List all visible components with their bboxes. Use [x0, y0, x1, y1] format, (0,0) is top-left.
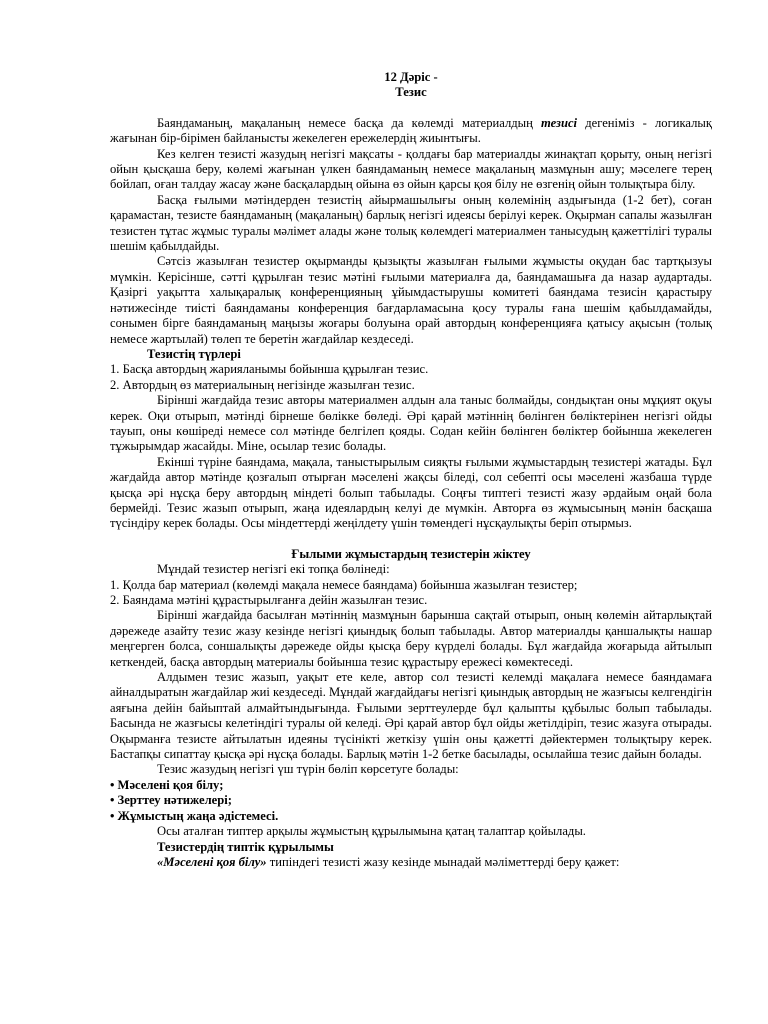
paragraph-three-types: Тезис жазудың негізгі үш түрін бөліп көрсетуге болады:: [157, 762, 459, 777]
paragraph-problem-type: [110, 855, 712, 870]
paragraph-importance: Сәтсіз жазылған тезистер оқырманды қызықты жазылған ғылыми жұмысты оқудан бас тартқызуы мүмкін. Керісінше, сәтті құрылған тезис мәтіні ғылыми материалға да, баяндамашыға да назар аудартады. Қазіргі уақытта халықаралық конференцияның ұйымдастырушы комитеті баяндама тезисін қарастыру нәтижесінде тиісті баяндаманы конференция бағдарламасына қосу туралы ғана шешім қабылдамайды, сонымен бірге баяндаманың маңызы жоғары болуына орай автордың конференцияға қатысу ақысын (толық немесе жартылай) төлеп те беретін жағдайлар кездеседі.: [110, 254, 712, 346]
bullet-item: • Зерттеу нәтижелері;: [110, 793, 232, 808]
text-span: дегеніміз - логикалық жағынан бір-бірімен байланысты жекелеген ережелердің жиынтығы.: [110, 115, 712, 146]
paragraph-requirements: Осы аталған типтер арқылы жұмыстың құрылымына қатаң талаптар қойылады.: [157, 824, 586, 839]
paragraph-first-case: Бірінші жағдайда тезис авторы материалмен алдын ала таныс болмайды, сондықтан оны мұқият оқуы керек. Оқи отырып, мәтінді бірнеше бөлікке бөледі. Әрі қарай мәтіннің бөлінген бөліктерінен негізгі ойды тауып, оны көшіреді немесе сол мәтінде белгілеп қояды. Содан кейін бөлінген бөліктер бойынша жекелеген тұжырымдар жасайды. Міне, осылар тезис болады.: [110, 393, 712, 454]
paragraph-goal: Кез келген тезисті жазудың негізгі мақсаты - қолдағы бар материалды жинақтап қорыту, оның негізгі ойын қысқаша беру, көлемі жағынан үлкен баяндаманың немесе мақаланың мазмұнын ашу; мәселеге терең бойлап, оған талдау жасау және басқалардың ойына өз ойын қарсы қоя білу не өзгенің ойын толықтыра білу.: [110, 146, 712, 192]
list-item: 2. Автордың өз материалының негізінде жазылған тезис.: [110, 377, 415, 392]
paragraph-group-two: Алдымен тезис жазып, уақыт ете келе, автор сол тезисті келемді мақалаға немесе баяндамаға айналдыратын жағдайлар жиі кездеседі. Мұндай жағдайдағы негізгі қиындық автордың не жазғысы келгендігін аяғына дейін байыптай алмайтындығында. Ғылыми зерттеулерде бұл қалыпты құбылыс болып табылады. Басында не жазғысы келетіндігі туралы ой келеді. Әрі қарай автор бұл ойды жетілдіріп, тезис жазуға отырады. Оқырманға тезисте айтылатын идеяны түсінікті жеткізу үшін оны қажетті дәйектермен толықтыру керек. Бастапқы сипаттау қысқа әрі нұсқа болады. Барлық мәтін 1-2 бетке басылады, осылайша тезис дайын болады.: [110, 670, 712, 762]
text-span: Баяндаманың, мақаланың немесе басқа да көлемді материалдың: [157, 115, 541, 130]
paragraph-difference: Басқа ғылыми мәтіндерден тезистің айырмашылығы оның көлемінің аздығында (1-2 бет), соған қарамастан, тезисте баяндаманың (мақаланың) барлық негізгі идеясы берілуі керек. Оқырман сапалы жазылған тезистен тұтас жұмыс туралы мәлімет алады және толық көлемдегі материалмен танысудың қажеттілігі туралы шешім қабылдайды.: [110, 192, 712, 254]
heading-types: Тезистің түрлері: [147, 346, 241, 361]
emphasis-term: тезисі: [541, 115, 578, 130]
paragraph-groups-intro: Мұндай тезистер негізгі екі топқа бөлінеді:: [157, 562, 390, 577]
heading-structure: Тезистердің типтік құрылымы: [157, 839, 334, 854]
bullet-item: • Мәселені қоя білу;: [110, 777, 224, 792]
paragraph-group-one: Бірінші жағдайда басылған мәтіннің мазмұнын барынша сақтай отырып, оның көлемін айтарлықтай дәрежеде азайту тезис жазу кезінде негізгі қиындық болып табылады. Автор материалды қаншалықты нашар меңгерген болса, соншалықты дәрежеде ойды қысқа беру күрделі болады. Бұл жағдайда жоғарыда айтылып кеткендей, басқа автордың материалы бойынша тезис құрастыру ережесі көмектеседі.: [110, 608, 712, 669]
list-item: 1. Қолда бар материал (көлемді мақала немесе баяндама) бойынша жазылған тезистер;: [110, 577, 578, 592]
list-item: 2. Баяндама мәтіні құрастырылғанға дейін жазылған тезис.: [110, 593, 428, 607]
page-title: Тезис: [395, 85, 427, 100]
heading-classification: Ғылыми жұмыстардың тезистерін жіктеу: [291, 546, 531, 561]
lecture-number: 12 Дәріс -: [384, 70, 438, 84]
text-span: типіндегі тезисті жазу кезінде мынадай мәліметтерді беру қажет:: [266, 854, 620, 869]
paragraph-definition: [110, 116, 712, 147]
bullet-item: • Жұмыстың жаңа әдістемесі.: [110, 808, 279, 823]
list-item: 1. Басқа автордың жарияланымы бойынша құрылған тезис.: [110, 362, 429, 377]
emphasis-term: «Мәселені қоя білу»: [157, 854, 267, 869]
paragraph-second-case: Екінші түріне баяндама, мақала, таныстырылым сияқты ғылыми жұмыстардың тезистері жатады. Бұл жағдайда автор мәтінде қозғалып отырған мәселені жақсы біледі, сол себепті осы мәселені жазбаша түрде қысқа әрі нұсқа беру автордың міндеті болып табылады. Соңғы типтегі тезисті жазу әрдайым оңай бола бермейді. Тезис жазып отырып, жаңа идеялардың келуі де мүмкін. Авторға өз жұмысының мәнін басқаша түсіндіру керек болады. Осы міндеттерді жеңілдету үшін төмендегі нұсқаулықты беріп отырмыз.: [110, 454, 712, 531]
